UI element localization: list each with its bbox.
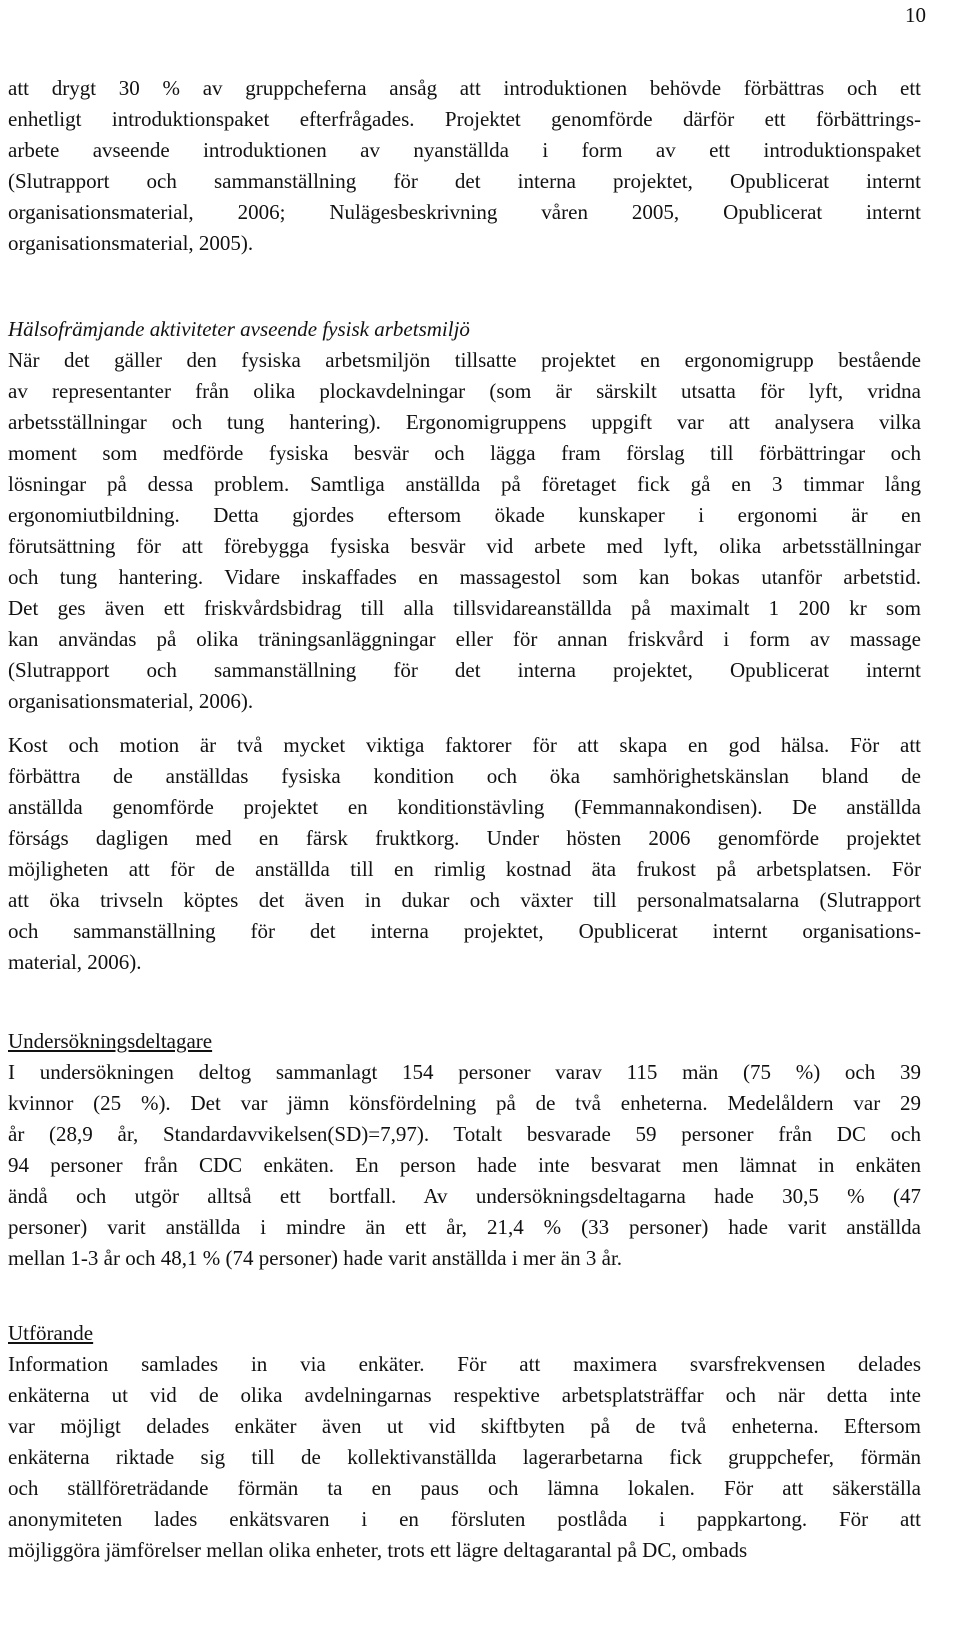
text-line: personer) varit anställda i mindre än ett år, 21,4 % (33 personer) hade varit anställda: [8, 1215, 921, 1239]
text-line: var möjligt delades enkäter även ut vid skiftbyten på de två enheterna. Eftersom: [8, 1414, 921, 1438]
text-line: Det ges även ett friskvårdsbidrag till alla tillsvidareanställda på maximalt 1 200 kr som: [8, 596, 921, 620]
paragraph-halsa: [8, 345, 921, 717]
section-utforande: [8, 1318, 921, 1566]
text-line: (Slutrapport och sammanställning för det interna projektet, Opublicerat internt: [8, 658, 921, 682]
text-line: förságs dagligen med en färsk fruktkorg. Under hösten 2006 genomförde projektet: [8, 826, 921, 850]
text-line: möjliggöra jämförelser mellan olika enheter, trots ett lägre deltagarantal på DC, ombads: [8, 1538, 748, 1562]
text-line: 94 personer från CDC enkäten. En person hade inte besvarat men lämnat in enkäten: [8, 1153, 921, 1177]
text-line: förbättra de anställdas fysiska kondition och öka samhörighetskänslan bland de: [8, 764, 921, 788]
text-line: mellan 1-3 år och 48,1 % (74 personer) hade varit anställda i mer än 3 år.: [8, 1246, 623, 1270]
text-line: I undersökningen deltog sammanlagt 154 personer varav 115 män (75 %) och 39: [8, 1060, 921, 1084]
paragraph-deltagare: [8, 1057, 921, 1274]
text-line: förutsättning för att förebygga fysiska besvär vid arbete med lyft, olika arbetsställningar: [8, 534, 921, 558]
text-line: lösningar på dessa problem. Samtliga anställda på företaget fick gå en 3 timmar lång: [8, 472, 921, 496]
text-line: Information samlades in via enkäter. För att maximera svarsfrekvensen delades: [8, 1352, 921, 1376]
text-line: När det gäller den fysiska arbetsmiljön tillsatte projektet en ergonomigrupp bestående: [8, 348, 921, 372]
text-line: möjligheten att för de anställda till en rimlig kostnad äta frukost på arbetsplatsen. För: [8, 857, 921, 881]
section-heading-deltagare: Undersökningsdeltagare: [8, 1029, 213, 1053]
text-line: organisationsmaterial, 2006; Nulägesbeskrivning våren 2005, Opublicerat internt: [8, 200, 921, 224]
text-line: och tung hantering. Vidare inskaffades en massagestol som kan bokas utanför arbetstid.: [8, 565, 921, 589]
text-line: anonymiteten lades enkätsvaren i en försluten postlåda i pappkartong. För att: [8, 1507, 921, 1531]
text-line: enkäterna riktade sig till de kollektivanställda lagerarbetarna fick gruppchefer, förmän: [8, 1445, 921, 1469]
section-deltagare: [8, 1026, 921, 1274]
page-number: 10: [905, 3, 926, 27]
text-line: Kost och motion är två mycket viktiga faktorer för att skapa en god hälsa. För att: [8, 733, 921, 757]
text-line: ändå och utgör alltså ett bortfall. Av undersökningsdeltagarna hade 30,5 % (47: [8, 1184, 921, 1208]
text-line: och ställföreträdande förmän ta en paus och lämna lokalen. För att säkerställa: [8, 1476, 921, 1500]
text-line: ergonomiutbildning. Detta gjordes eftersom ökade kunskaper i ergonomi är en: [8, 503, 921, 527]
text-line: arbetsställningar och tung hantering). Ergonomigruppens uppgift var att analysera vilka: [8, 410, 921, 434]
text-line: att drygt 30 % av gruppcheferna ansåg att introduktionen behövde förbättras och ett: [8, 76, 921, 100]
section-heading-halsa: Hälsofrämjande aktiviteter avseende fysisk arbetsmiljö: [8, 317, 470, 341]
text-line: (Slutrapport och sammanställning för det interna projektet, Opublicerat internt: [8, 169, 921, 193]
text-line: enkäterna ut vid de olika avdelningarnas respektive arbetsplatsträffar och när detta inte: [8, 1383, 921, 1407]
text-line: enhetligt introduktionspaket efterfrågades. Projektet genomförde därför ett förbättrings-: [8, 107, 921, 131]
paragraph-intro: [8, 73, 921, 259]
text-line: och sammanställning för det interna projektet, Opublicerat internt organisations-: [8, 919, 921, 943]
text-line: att öka trivseln köptes det även in dukar och växter till personalmatsalarna (Slutrapport: [8, 888, 921, 912]
text-line: anställda genomförde projektet en konditionstävling (Femmannakondisen). De anställda: [8, 795, 921, 819]
section-heading-utforande: Utförande: [8, 1321, 94, 1345]
text-line: av representanter från olika plockavdelningar (som är särskilt utsatta för lyft, vridna: [8, 379, 921, 403]
text-line: kan användas på olika träningsanläggningar eller för annan friskvård i form av massage: [8, 627, 921, 651]
text-line: år (28,9 år, Standardavvikelsen(SD)=7,97). Totalt besvarade 59 personer från DC och: [8, 1122, 921, 1146]
paragraph-utforande: [8, 1349, 921, 1566]
section-halsa: [8, 314, 921, 717]
paragraph-kost: [8, 730, 921, 978]
text-line: moment som medförde fysiska besvär och lägga fram förslag till förbättringar och: [8, 441, 921, 465]
text-line: arbete avseende introduktionen av nyanställda i form av ett introduktionspaket: [8, 138, 921, 162]
text-line: organisationsmaterial, 2006).: [8, 689, 254, 713]
text-line: organisationsmaterial, 2005).: [8, 231, 254, 255]
text-line: material, 2006).: [8, 950, 142, 974]
text-line: kvinnor (25 %). Det var jämn könsfördelning på de två enheterna. Medelåldern var 29: [8, 1091, 921, 1115]
